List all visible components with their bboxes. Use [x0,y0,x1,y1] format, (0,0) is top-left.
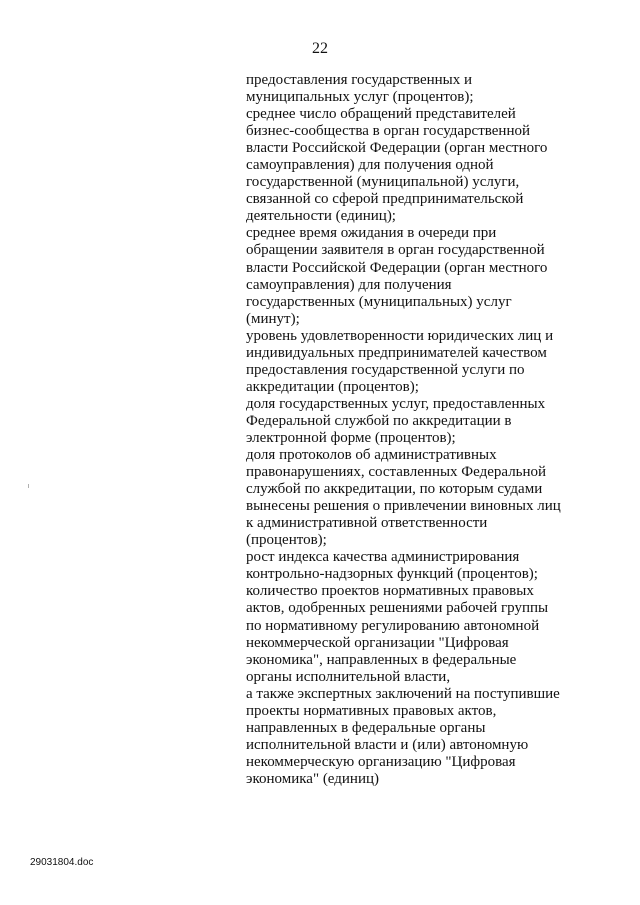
text-line: контрольно-надзорных функций (процентов); [246,566,538,583]
text-line: среднее время ожидания в очереди при [246,225,497,242]
text-line: вынесены решения о привлечении виновных лиц [246,498,561,515]
text-line: по нормативному регулированию автономной [246,617,540,634]
text-line: службой по аккредитации, по которым судами [246,481,543,498]
text-line: связанной со сферой предпринимательской [246,191,524,208]
text-line: а также экспертных заключений на поступившие [246,685,560,702]
text-line: бизнес-сообщества в орган государственной [246,123,530,140]
document-code: 29031804.doc [30,857,94,868]
text-line: проекты нормативных правовых актов, [246,702,497,719]
text-line: актов, одобренных решениями рабочей группы [246,600,549,617]
text-line: самоуправления) для получения одной [246,157,494,174]
text-line: направленных в федеральные органы [246,719,486,736]
text-line: к административной ответственности [246,515,488,532]
text-line: предоставления государственных и [246,72,473,88]
text-line: власти Российской Федерации (орган местного [246,140,548,157]
text-line: государственной (муниципальной) услуги, [246,174,520,191]
text-line: количество проектов нормативных правовых [246,583,534,600]
text-line: исполнительной власти и (или) автономную [246,736,529,753]
text-line: уровень удовлетворенности юридических лиц и [246,327,554,344]
text-line: правонарушениях, составленных Федеральной [246,464,547,481]
text-line: среднее число обращений представителей [246,106,516,123]
text-line: экономика", направленных в федеральные [246,651,517,668]
text-line: электронной форме (процентов); [246,429,456,446]
text-line: самоуправления) для получения [246,276,452,293]
text-line: аккредитации (процентов); [246,378,419,395]
page-number: 22 [312,40,328,57]
text-line: (процентов); [246,532,327,549]
text-line: некоммерческой организации "Цифровая [246,634,509,651]
text-line: некоммерческую организацию "Цифровая [246,753,516,770]
text-line: власти Российской Федерации (орган местного [246,259,548,276]
text-line: муниципальных услуг (процентов); [246,89,474,106]
text-line: рост индекса качества администрирования [246,549,520,566]
indicator-list [246,72,626,788]
text-line: экономика" (единиц) [246,770,380,787]
margin-mark [28,484,29,488]
text-line: обращении заявителя в орган государственной [246,242,545,259]
text-line: предоставления государственной услуги по [246,361,525,378]
text-line: государственных (муниципальных) услуг [246,293,512,310]
text-line: индивидуальных предпринимателей качеством [246,344,547,361]
text-line: органы исполнительной власти, [246,668,451,685]
text-line: доля протоколов об административных [246,447,497,464]
text-line: Федеральной службой по аккредитации в [246,412,512,429]
text-line: (минут); [246,310,300,327]
text-line: деятельности (единиц); [246,208,396,225]
text-line: доля государственных услуг, предоставленных [246,395,546,412]
